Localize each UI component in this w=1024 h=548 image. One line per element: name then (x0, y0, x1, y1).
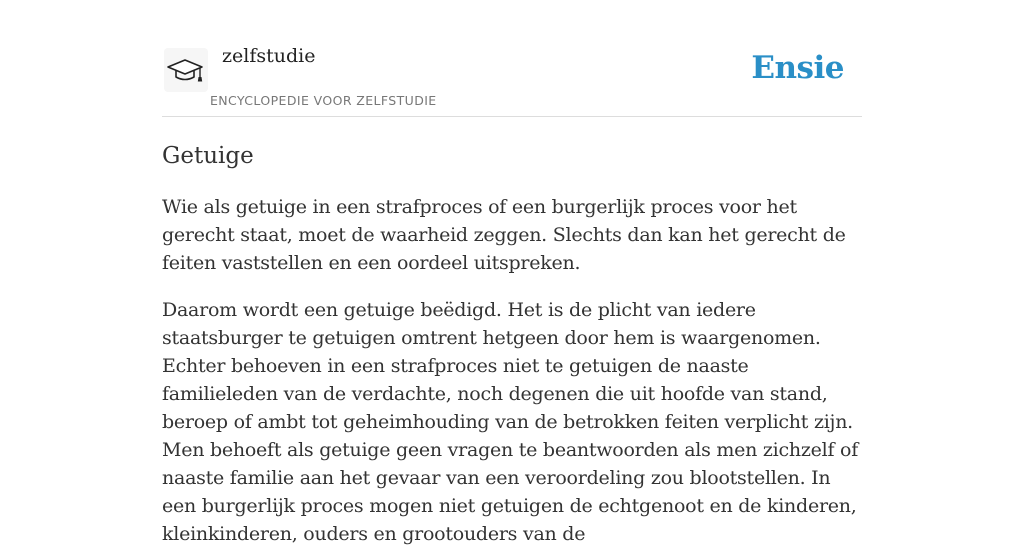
article-paragraph: Daarom wordt een getuige beëdigd. Het is de plicht van iedere staatsburger te getuigen omtrent hetgeen door hem is waargenomen. Echter behoeven in een strafproces niet te getuigen de naaste familieleden van de verdachte, noch degenen die uit hoofde van stand, beroep of ambt tot geheimhouding van de betrokken feiten verplicht zijn. Men behoeft als getuige geen vragen te beantwoorden als men zichzelf of naaste familie aan het gevaar van een veroordeling zou blootstellen. In een burgerlijk proces mogen niet getuigen de echtgenoot en de kinderen, kleinkinderen, ouders en grootouders van de (162, 299, 859, 545)
article-title: Getuige (162, 143, 254, 169)
graduation-cap-icon[interactable] (164, 48, 208, 92)
site-tagline: ENCYCLOPEDIE VOOR ZELFSTUDIE (210, 93, 437, 108)
site-header (162, 0, 862, 117)
content-container (162, 0, 862, 548)
brand-logo-link[interactable]: Ensie (751, 50, 844, 86)
site-name-link[interactable]: zelfstudie (222, 45, 316, 67)
article-paragraph: Wie als getuige in een strafproces of een burgerlijk proces voor het gerecht staat, moet de waarheid zeggen. Slechts dan kan het gerecht de feiten vaststellen en een oordeel uitspreken. (162, 196, 846, 274)
article-body (162, 193, 862, 548)
